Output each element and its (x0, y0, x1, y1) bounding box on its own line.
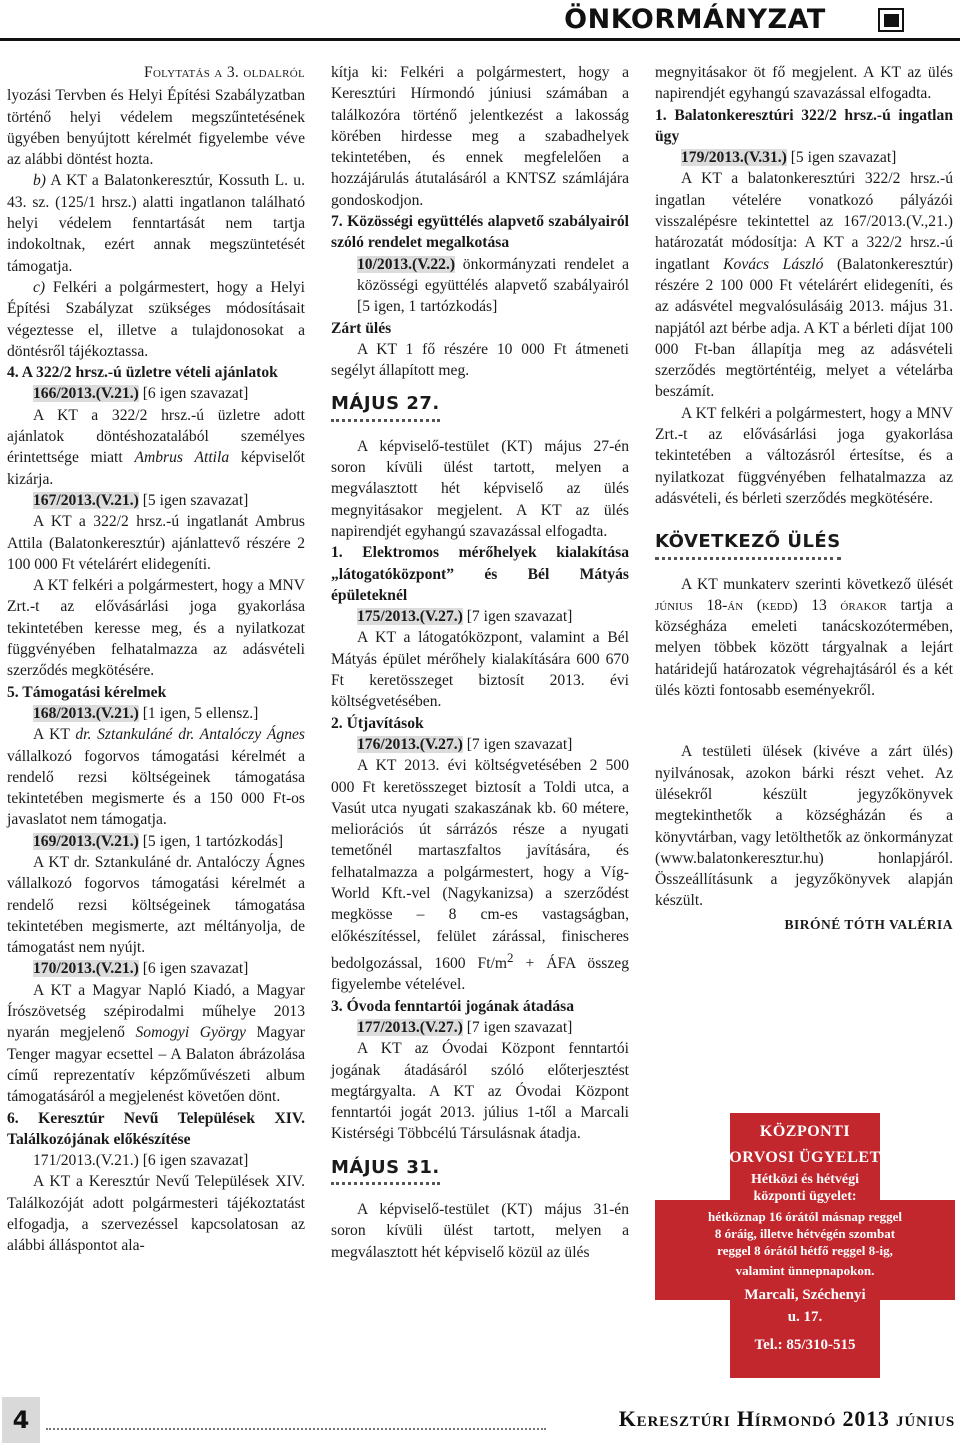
resolution-line: 175/2013.(V.27.) [7 igen szavazat] (357, 608, 573, 626)
paragraph: A KT a látogatóközpont, valamint a Bél Mátyás épület mérőhely kialakítására 600 670 Ft keretösszeget biztosít 2013. évi költségvetésében. (331, 629, 629, 711)
resolution-line: 171/2013.(V.21.) [6 igen szavazat] (33, 1152, 249, 1170)
date-heading-may-31: MÁJUS 31. (331, 1157, 440, 1185)
medical-duty-notice (655, 1113, 955, 1378)
section-square-icon (878, 8, 904, 32)
notice-hours-3: reggel 8 órától hétfő reggel 8-ig, (717, 1243, 893, 1258)
resolution-line: 176/2013.(V.27.) [7 igen szavazat] (357, 735, 573, 753)
item-heading: 1. Elektromos mérőhelyek kialakítása „látogatóközpont” és Bél Mátyás épületeknél (331, 544, 629, 604)
paragraph: A KT a balatonkeresztúri 322/2 hrsz.-ú ingatlan vételére vonatkozó pályázói visszalépésre tekintettel az 167/2013.(V.,21.) határozatát módosítja: A KT a 322/2 hrsz.-ú ingatlant Kovács László (Balatonkeresztúr) részére 2 100 000 Ft vételárért elidegeníti, és az adásvétel megvalósulásáig 2013. május 31. napjától azt bérbe adja. A KT a bérleti díjat 100 000 Ft-ban állapítja meg az adásvételi szerződés megtörténtéig, melyet a vételárba beszámít. (655, 170, 954, 401)
paragraph: A KT a 322/2 hrsz.-ú üzletre adott ajánlatok döntéshozatalából személyes érintettsége miatt Ambrus Attila képviselőt kizárja. (7, 406, 306, 488)
resolution-line: 177/2013.(V.27.) [7 igen szavazat] (357, 1018, 573, 1036)
page-number: 4 (2, 1397, 40, 1443)
notice-text (655, 1113, 955, 1355)
notice-address-2: u. 17. (787, 1309, 823, 1325)
item-heading: 6. Keresztúr Nevű Települések XIV. Találkozójának előkészítése (7, 1109, 305, 1148)
notice-hours-1: hétköznap 16 órától másnap reggel (707, 1209, 903, 1224)
item-heading: 3. Óvoda fenntartói jogának átadása (331, 997, 575, 1015)
notice-phone: Tel.: 85/310-515 (754, 1337, 856, 1353)
paragraph: c) Felkéri a polgármestert, hogy a Helyi Építési Szabályzat szükséges módosításait végeztesse el, illetve a tulajdonosokat a döntésről tájékoztassa. (7, 278, 305, 360)
section-title: ÖNKORMÁNYZAT (564, 4, 826, 35)
notice-hours-4: valamint ünnepnapokon. (735, 1263, 875, 1278)
notice-subtitle-1: Hétközi és hétvégi (750, 1172, 860, 1187)
paragraph: lyozási Tervben és Helyi Építési Szabályzatban történő helyi védelem megszűntetésének ügyében benyújtott kérelmét figyelembe véve az alábbi döntést hozta. (7, 87, 305, 169)
paragraph: A KT 2013. évi költségvetésében 2 500 000 Ft keretösszeget biztosít a Toldi utca, a Vasút utca nyugati szakaszának kb. 60 métere, meliorációs út sárrázós része a nyugati temetőnél martaszfaltos javítására, és felhatalmazza a polgármestert, hogy a Víg-World Kft.-vel (Nagykanizsa) a szerződést megkösse – 8 cm-es vastagságban, előkészítéssel, felület zárással, finischeres bedolgozással, 1600 $Ft/m^2$ + ÁFA összeg figyelembe vételével. (331, 757, 629, 994)
resolution-line: 10/2013.(V.22.) önkormányzati rendelet a közösségi együttélés alapvető szabályairól [5 igen, 1 tartózkodás] (357, 255, 629, 316)
item-heading: 1. Balatonkeresztúri 322/2 hrsz.-ú ingatlan ügy (655, 106, 953, 145)
paragraph: A testületi ülések (kivéve a zárt ülés) nyilvánosak, azokon bárki részt vehet. Az ülésekről készült jegyzőkönyvek megtekinthetők a községházán és a könyvtárban, vagy letölthetők az önkormányzat (www.balatonkeresztur.hu) honlapjáról. Összeállításunk a jegyzőkönyvek alapján készült. (655, 743, 953, 910)
notice-title-2: ORVOSI ÜGYELET (729, 1149, 881, 1166)
paragraph: A képviselő-testület (KT) május 27-én soron kívüli ülést tartott, melyen a megválasztott hét képviselő az ülés megnyitásakor megjelent. A KT az ülés napirendjét egyhangú szavazással elfogadta. (331, 437, 629, 540)
resolution-line: 170/2013.(V.21.) [6 igen szavazat] (33, 960, 249, 978)
item-heading: 7. Közösségi együttélés alapvető szabályairól szóló rendelet megalkotása (331, 213, 629, 252)
notice-address-1: Marcali, Széchenyi (744, 1287, 866, 1303)
paragraph: b) A KT a Balatonkeresztúr, Kossuth L. u. 43. sz. (125/1 hrsz.) alatti ingatlanon található helyi védelem fenntartását nem tartja indokoltnak, ezért annak megszüntetését támogatja. (7, 172, 305, 275)
paragraph: megnyitásakor öt fő megjelent. A KT az ülés napirendjét egyhangú szavazással elfogadta. (655, 64, 953, 103)
paragraph: A KT az Óvodai Központ fenntartói jogának átadásáról szóló előterjesztést megtárgyalta. A KT az Óvodai Központ fenntartói jogát 2013. július 1-től a Marcali Kistérségi Többcélú Társulásnak átadja. (331, 1040, 629, 1143)
next-meeting-heading: KÖVETKEZŐ ÜLÉS (655, 531, 841, 559)
column-2 (331, 62, 629, 1263)
paragraph: A KT felkéri a polgármestert, hogy a MNV Zrt.-t az elővásárlási joga gyakorlása tekintetében a változásról értesítse, és a nyilatkozat függvényében felhatalmazza az adásvételi, és bérleti szerződés megkötésére. (655, 404, 953, 507)
paragraph: A képviselő-testület (KT) május 31-én soron kívüli ülést tartott, melyen a megválasztott hét képviselő közül az ülés (331, 1201, 629, 1261)
column-3 (655, 62, 953, 935)
paragraph: A KT a Keresztúr Nevű Települések XIV. Találkozóját adott polgármesteri tájékoztatást elfogadja, a szervezéssel kapcsolatosan az alábbi álláspontot ala- (7, 1173, 305, 1255)
closed-session-heading: Zárt ülés (331, 319, 392, 337)
resolution-line: 168/2013.(V.21.) [1 igen, 5 ellensz.] (33, 704, 259, 722)
resolution-line: 166/2013.(V.21.) [6 igen szavazat] (33, 385, 249, 403)
column-1 (7, 62, 305, 1257)
paragraph: A KT a Magyar Napló Kiadó, a Magyar Írószövetség szépirodalmi műhelye 2013 nyarán megjelenő Somogyi György Magyar Tenger magyar ecsettel – A Balaton ábrázolása című reprezentatív képzőművészeti album támogatásáról a megjelenést követően dönt. (7, 981, 305, 1106)
paragraph: A KT dr. Sztankuláné dr. Antalóczy Ágnes vállalkozó fogorvos támogatási kérelmét a rendelő rezsi költségeinek támogatása tekintetében megismerte és a 150 000 Ft-os javaslatot nem támogatja. (7, 726, 306, 829)
paragraph: A KT felkéri a polgármestert, hogy a MNV Zrt.-t az elővásárlási joga gyakorlása tekintetében keresse meg, és a nyilatkozat függvényében felhatalmazza az adásvételi szerződés megkötésére. (7, 577, 305, 680)
paragraph: A KT 1 fő részére 10 000 Ft átmeneti segélyt állapított meg. (331, 340, 629, 380)
paragraph: A KT munkaterv szerinti következő ülését június 18-án (kedd) 13 órakor tartja a községháza emeleti tanácskozótermében, melyen többek között tárgyalnak a lejárt határidejű határozatok végrehajtásáról és a két ülés közti fontosabb eseményekről. (655, 575, 953, 700)
resolution-line: 169/2013.(V.21.) [5 igen, 1 tartózkodás] (33, 832, 284, 850)
paragraph: A KT dr. Sztankuláné dr. Antalóczy Ágnes vállalkozó fogorvos támogatási kérelmét a rendelő rezsi költségeinek támogatása tekintetében megismerte, azt méltányolja, de támogatást nem nyújt. (7, 853, 305, 957)
resolution-line: 167/2013.(V.21.) [5 igen szavazat] (33, 491, 249, 509)
date-heading-may-27: MÁJUS 27. (331, 393, 440, 421)
footer-dotted-rule (46, 1428, 546, 1430)
resolution-line: 179/2013.(V.31.) [5 igen szavazat] (681, 149, 897, 167)
item-heading: 2. Útjavítások (331, 714, 424, 732)
header-rule (0, 38, 960, 41)
item-heading: 5. Támogatási kérelmek (7, 683, 167, 701)
notice-subtitle-2: központi ügyelet: (753, 1189, 857, 1204)
author-signature: BIRÓNÉ TÓTH VALÉRIA (784, 916, 953, 932)
paragraph: kítja ki: Felkéri a polgármestert, hogy a Keresztúri Hírmondó júniusi számában a találkozóra történő jelentkezést a lakosság körében hirdesse meg a szabadhelyek tekintetében, és ennek megfelelően a hozzájárulás átutalásáról a KNTSZ számlájára gondoskodjon. (331, 64, 629, 209)
notice-hours-2: 8 óráig, illetve hétvégén szombat (714, 1226, 896, 1241)
notice-title-1: KÖZPONTI (759, 1123, 851, 1140)
publication-title: Keresztúri Hírmondó 2013 június (618, 1406, 955, 1431)
item-heading: 4. A 322/2 hrsz.-ú üzletre vételi ajánlatok (7, 364, 278, 382)
paragraph: A KT a 322/2 hrsz.-ú ingatlanát Ambrus Attila (Balatonkeresztúr) ajánlattevő részére 2 100 000 Ft vételárért elidegeníti. (7, 513, 305, 573)
continuation-note: Folytatás a 3. oldalról (143, 64, 305, 81)
